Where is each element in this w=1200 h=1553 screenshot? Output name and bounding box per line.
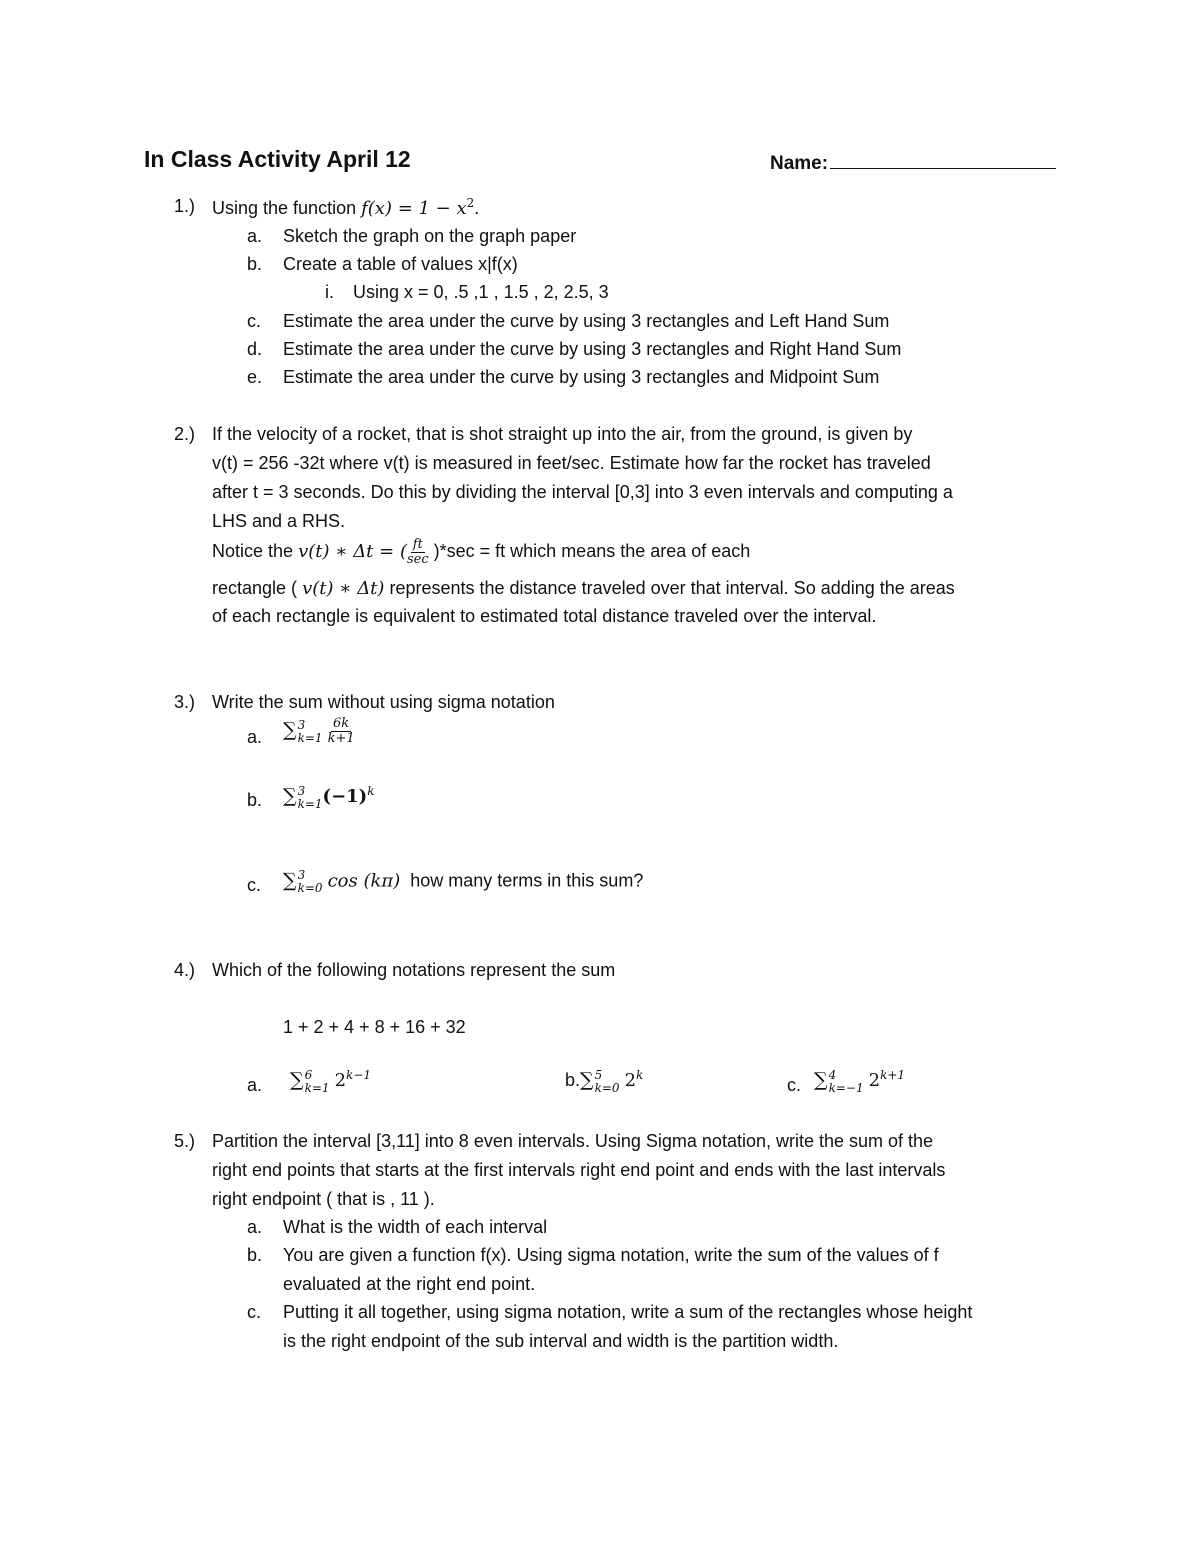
q1-function: f(x) = 1 − x xyxy=(361,198,467,219)
q2-notice-line: Notice the v(t) ∗ Δt = ( $\frac{ft}{\sec}$ )*sec = ft which means the area of each xyxy=(212,537,751,567)
q4-number: 4.) xyxy=(174,960,196,980)
q5c-text-2: is the right endpoint of the sub interval and width is the partition width. xyxy=(283,1331,839,1351)
q3-number: 3.) xyxy=(174,692,196,712)
q2-line-3: after t = 3 seconds. Do this by dividing the interval [0,3] into 3 even intervals and computing a xyxy=(212,482,953,502)
q1c-marker: c. xyxy=(247,311,262,331)
sigma-symbol: ∑ xyxy=(283,718,297,741)
q3-intro: Write the sum without using sigma notation xyxy=(212,692,555,712)
q5b-marker: b. xyxy=(247,1245,263,1265)
q2-line-7: of each rectangle is equivalent to estimated total distance traveled over the interval. xyxy=(212,606,877,626)
q1b-marker: b. xyxy=(247,254,263,274)
q4c-option: ∑ 4 k=−1 $2^{k+1}$ xyxy=(814,1067,906,1095)
q2-line-6: rectangle ( v(t) ∗ Δt) represents the distance traveled over that interval. So adding the areas xyxy=(212,578,955,599)
q4-series: 1 + 2 + 4 + 8 + 16 + 32 xyxy=(283,1017,466,1037)
q4b-option: b.∑ 5 k=0 2$^k$ xyxy=(565,1067,644,1095)
q5-line-2: right end points that starts at the first intervals right end point and ends with the last intervals xyxy=(212,1160,946,1180)
q5-number: 5.) xyxy=(174,1131,196,1151)
name-label: Name: xyxy=(770,153,829,174)
q5a-marker: a. xyxy=(247,1217,263,1237)
q4b-marker: b. xyxy=(565,1070,581,1090)
q5a-text: What is the width of each interval xyxy=(283,1217,548,1237)
q1-number: 1.) xyxy=(174,196,196,216)
page-title: In Class Activity April 12 xyxy=(144,146,411,172)
name-line[interactable] xyxy=(830,150,1056,169)
q1bi-marker: i. xyxy=(325,282,334,302)
q5b-text-2: evaluated at the right end point. xyxy=(283,1274,536,1294)
q5c-marker: c. xyxy=(247,1302,262,1322)
q1d-text: Estimate the area under the curve by using 3 rectangles and Right Hand Sum xyxy=(283,339,902,359)
q2-number: 2.) xyxy=(174,424,196,444)
q5b-text-1: You are given a function f(x). Using sigma notation, write the sum of the values of f xyxy=(283,1245,939,1265)
q1a-marker: a. xyxy=(247,226,263,246)
q3c-sum: ∑ 3 k=0 cos (kπ) how many terms in this sum? xyxy=(283,868,644,895)
q4-intro: Which of the following notations represent the sum xyxy=(212,960,616,980)
ft-per-sec-fraction: $\frac{ft}{\sec}$ xyxy=(406,537,429,567)
q2-line-4: LHS and a RHS. xyxy=(212,511,346,531)
q2-line-1: If the velocity of a rocket, that is shot straight up into the air, from the ground, is given by xyxy=(212,424,913,444)
q4c-marker: c. xyxy=(787,1075,802,1095)
q1bi-text: Using x = 0, .5 ,1 , 1.5 , 2, 2.5, 3 xyxy=(353,282,609,302)
q1-stem: Using the function $f(x) = 1 - x^2$. xyxy=(212,196,480,219)
q1e-text: Estimate the area under the curve by using 3 rectangles and Midpoint Sum xyxy=(283,367,880,387)
q3c-marker: c. xyxy=(247,875,262,895)
name-field[interactable] xyxy=(770,150,1056,175)
q5-line-1: Partition the interval [3,11] into 8 even intervals. Using Sigma notation, write the sum of the xyxy=(212,1131,934,1151)
q1b-text: Create a table of values x|f(x) xyxy=(283,254,518,274)
q4a-option: ∑ 6 k=1 $2^{k-1}$ xyxy=(290,1067,371,1095)
q3a-marker: a. xyxy=(247,727,263,747)
q3a-fraction: $\frac{6k}{k+1}$ xyxy=(327,716,355,746)
q3b-marker: b. xyxy=(247,790,263,810)
q3a-sum: ∑ 3 k=1 $\frac{6k}{k+1}$ xyxy=(283,716,355,746)
q5c-text-1: Putting it all together, using sigma notation, write a sum of the rectangles whose height xyxy=(283,1302,973,1322)
q5-line-3: right endpoint ( that is , 11 ). xyxy=(212,1189,435,1209)
q1d-marker: d. xyxy=(247,339,263,359)
q3b-sum: ∑ 3 k=1 $(-1)^k$ xyxy=(283,783,375,811)
q1c-text: Estimate the area under the curve by using 3 rectangles and Left Hand Sum xyxy=(283,311,890,331)
q4a-marker: a. xyxy=(247,1075,263,1095)
q1a-text: Sketch the graph on the graph paper xyxy=(283,226,577,246)
q2-line-2: v(t) = 256 -32t where v(t) is measured in feet/sec. Estimate how far the rocket has traveled xyxy=(212,453,931,473)
q1e-marker: e. xyxy=(247,367,263,387)
